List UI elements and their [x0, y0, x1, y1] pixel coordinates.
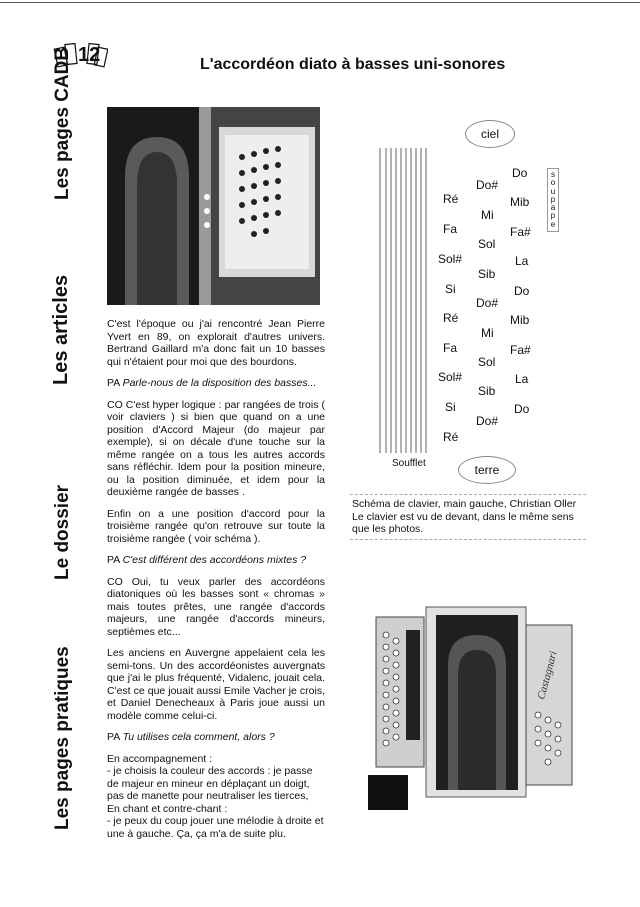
key-col2-2: Mi: [481, 208, 494, 222]
article-body: [107, 318, 325, 849]
paragraph-6: En accompagnement : - je choisis la couleur des accords : je passe de majeur en mineur en déplaçant un doigt, pas de manette pour neutraliser les tierces, En chant et contre-chant : - je peux du coup jouer une mélodie à droite et une à gauche. Ça, ça m'a de suite plu.: [107, 752, 324, 840]
key-col2-9: Do#: [476, 414, 499, 428]
question-3: PA Tu utilises cela comment, alors ?: [107, 731, 275, 743]
key-col2-7: Sol: [478, 355, 496, 369]
key-col3-5: Do: [514, 284, 530, 298]
key-col1-7: Sol#: [438, 370, 463, 384]
bellows-label: Soufflet: [392, 458, 426, 469]
diagram-terre-label: terre: [458, 456, 516, 484]
paragraph-2: CO C'est hyper logique : par rangées de trois ( voir claviers ) si bien que quand on a une position d'Accord Majeur (do majeur par exemple), si on décale d'une touche sur la même rangée on a tous les autres accords sans réfléchir. Idem pour la position mineure, ou la position diminuée, et idem pour la deuxième rangée de basses .: [107, 398, 325, 498]
question-2: PA C'est différent des accordéons mixtes ?: [107, 554, 307, 566]
key-col1-6: Fa: [443, 341, 458, 355]
paragraph-3: Enfin on a une position d'accord pour la troisième rangée qu'on retrouve sur toute la troisième rangée ( voir schéma ).: [107, 507, 325, 545]
key-col1-3: Sol#: [438, 252, 463, 266]
side-tab-pages-cadb[interactable]: Les pages CADB: [52, 46, 73, 200]
key-col2-1: Do#: [476, 178, 499, 192]
page-title: L'accordéon diato à basses uni-sonores: [200, 56, 506, 73]
key-col3-6: Mib: [510, 313, 530, 327]
key-col2-6: Mi: [481, 326, 494, 340]
key-col2-5: Do#: [476, 296, 499, 310]
brand-text: Castagnari: [535, 649, 560, 701]
key-col3-8: La: [515, 372, 529, 386]
key-col2-8: Sib: [478, 384, 496, 398]
accordion-photo: [368, 605, 581, 810]
key-col3-9: Do: [514, 402, 530, 416]
key-col1-8: Si: [445, 400, 456, 414]
valve-label: soupape: [547, 168, 559, 232]
key-col1-9: Ré: [443, 430, 459, 444]
key-col3-2: Mib: [510, 195, 530, 209]
side-tab-dossier[interactable]: Le dossier: [52, 484, 73, 580]
diagram-caption: [350, 494, 586, 540]
top-rule: [0, 2, 640, 3]
page-number: 12: [78, 44, 101, 66]
paragraph-4: CO Oui, tu veux parler des accordéons diatoniques où les basses sont « chromas » mais toutes prêtes, une rangée d'accords majeurs, une rangée d'accords mineurs, septièmes etc...: [107, 575, 325, 638]
key-col3-4: La: [515, 254, 529, 268]
diagram-ciel-label: ciel: [465, 120, 515, 148]
key-col2-4: Sib: [478, 267, 496, 281]
bellows-lines: [378, 148, 433, 458]
key-col3-3: Fa#: [510, 225, 531, 239]
key-col1-4: Si: [445, 282, 456, 296]
accordion-close-up-photo: [107, 107, 320, 305]
key-col2-3: Sol: [478, 237, 496, 251]
question-1: PA Parle-nous de la disposition des basses...: [107, 377, 317, 389]
caption-line-2: Le clavier est vu de devant, dans le même sens que les photos.: [352, 510, 574, 535]
key-col3-1: Do: [512, 166, 528, 180]
paragraph-1: C'est l'époque ou j'ai rencontré Jean Pierre Yvert en 89, on explorait d'autres univers. Bertrand Gaillard m'a donc fait un 10 basses qui n'étaient pour moi que des bourdons.: [107, 318, 325, 368]
side-tab-pages-pratiques[interactable]: Les pages pratiques: [52, 646, 73, 830]
key-col3-7: Fa#: [510, 343, 531, 357]
side-tab-articles[interactable]: Les articles: [50, 274, 72, 385]
caption-line-1: Schéma de clavier, main gauche, Christian Oller: [352, 498, 577, 510]
key-col1-2: Fa: [443, 222, 458, 236]
key-col1-1: Ré: [443, 192, 459, 206]
key-col1-5: Ré: [443, 311, 459, 325]
paragraph-5: Les anciens en Auvergne appelaient cela les semi-tons. Un des accordéonistes auvergnats que j'ai le plus fréquenté, Vidalenc, jouait cela. C'est ce que jouait aussi Emile Vacher je crois, et Daniel Denecheaux à Paris joue aussi un modèle comme celui-ci.: [107, 647, 325, 722]
